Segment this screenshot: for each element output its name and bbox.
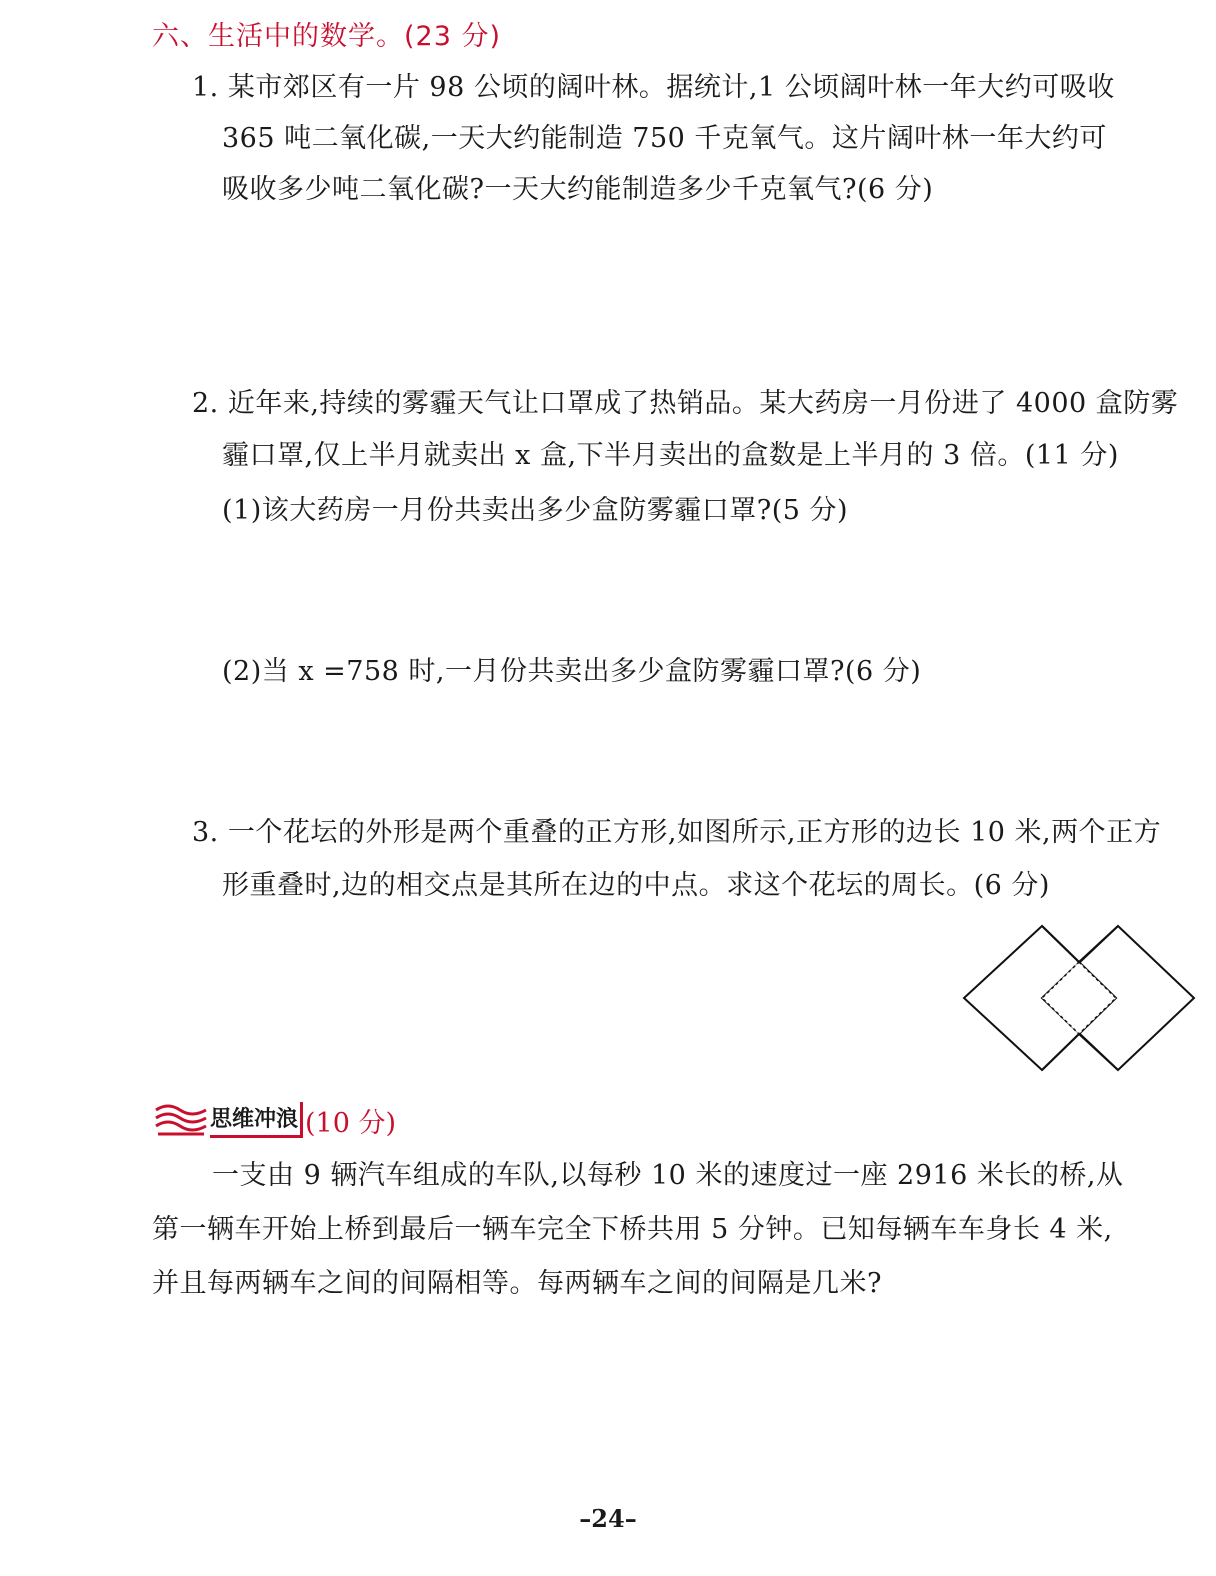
q3-line-1: 3. 一个花坛的外形是两个重叠的正方形,如图所示,正方形的边长 10 米,两个正方 — [192, 817, 1162, 848]
q1-line-2: 365 吨二氧化碳,一天大约能制造 750 千克氧气。这片阔叶林一年大约可 — [222, 123, 1107, 154]
overlap-dashed-square — [1042, 962, 1116, 1034]
q3-line-2: 形重叠时,边的相交点是其所在边的中点。求这个花坛的周长。(6 分) — [222, 870, 1050, 901]
challenge-score: (10 分) — [305, 1107, 397, 1139]
q2-line-1: 2. 近年来,持续的雾霾天气让口罩成了热销品。某大药房一月份进了 4000 盒防雾 — [192, 388, 1179, 419]
q1-line-3: 吸收多少吨二氧化碳?一天大约能制造多少千克氧气?(6 分) — [222, 174, 934, 205]
section-title: 六、生活中的数学。(23 分) — [152, 21, 502, 52]
challenge-label: 思维冲浪 — [210, 1102, 303, 1138]
challenge-banner — [154, 1098, 396, 1142]
q2-line-2: 霾口罩,仅上半月就卖出 x 盒,下半月卖出的盒数是上半月的 3 倍。(11 分) — [222, 440, 1119, 471]
challenge-line-3: 并且每两辆车之间的间隔相等。每两辆车之间的间隔是几米? — [152, 1268, 882, 1299]
overlapping-squares-diagram — [958, 920, 1202, 1076]
q2-sub-question-1: (1)该大药房一月份共卖出多少盒防雾霾口罩?(5 分) — [222, 495, 849, 526]
book-stack-wave-icon — [154, 1100, 208, 1140]
challenge-line-2: 第一辆车开始上桥到最后一辆车完全下桥共用 5 分钟。已知每辆车车身长 4 米, — [152, 1214, 1113, 1245]
q2-sub-question-2: (2)当 x =758 时,一月份共卖出多少盒防雾霾口罩?(6 分) — [222, 656, 922, 687]
q1-line-1: 1. 某市郊区有一片 98 公顷的阔叶林。据统计,1 公顷阔叶林一年大约可吸收 — [192, 72, 1115, 103]
page-number: –24– — [579, 1504, 637, 1533]
challenge-line-1: 一支由 9 辆汽车组成的车队,以每秒 10 米的速度过一座 2916 米长的桥,从 — [212, 1160, 1124, 1191]
